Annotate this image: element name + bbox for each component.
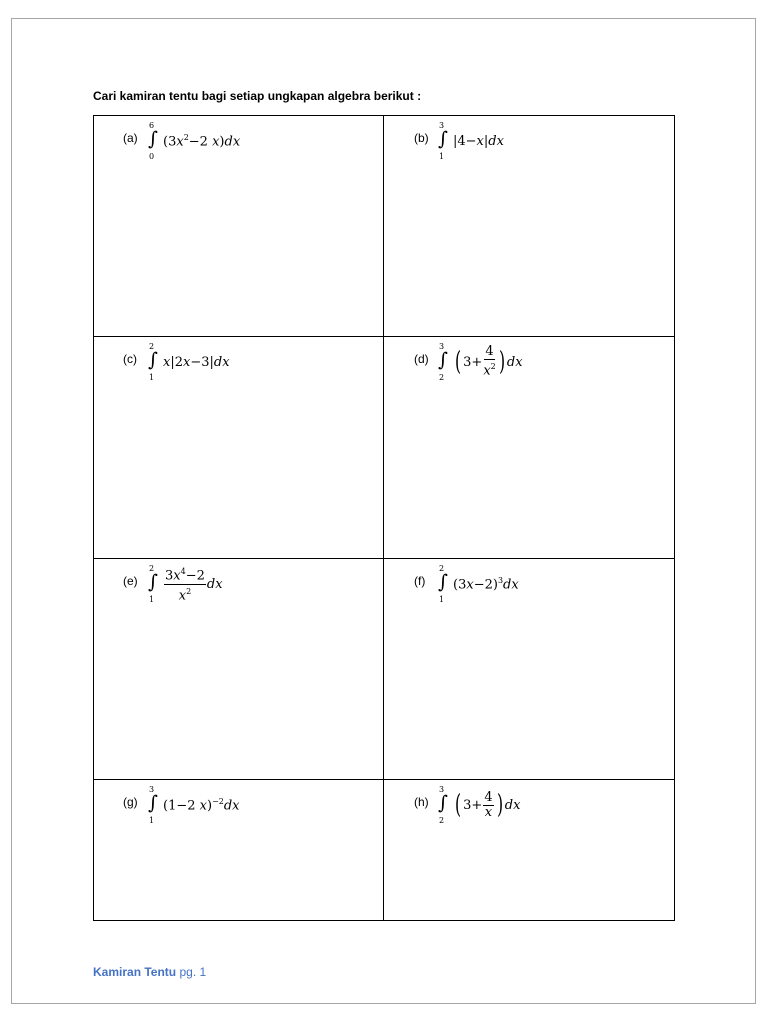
- question-cell-c: [94, 337, 384, 559]
- integral-expression: 3 ∫ 1 (1−2 x)$^{-2}$dx: [148, 785, 240, 825]
- integral-sign: 6 ∫ 0: [148, 121, 158, 161]
- page-footer: [93, 965, 206, 979]
- question-label: (e): [123, 574, 138, 588]
- upper-limit: 2: [439, 564, 445, 573]
- upper-limit: 3: [439, 342, 445, 351]
- question-label: (d): [414, 352, 429, 366]
- upper-limit: 3: [439, 121, 445, 130]
- question-cell-f: [384, 559, 675, 780]
- question-label: (a): [123, 131, 138, 145]
- integral-expression: 3 ∫ 1 |4−x|dx: [438, 121, 504, 161]
- integral-sign: 3 ∫ 1: [438, 121, 448, 161]
- question-cell-d: [384, 337, 675, 559]
- integral-expression: 2 ∫ 1 x|2x−3|dx: [148, 342, 230, 382]
- integral-expression: 2 ∫ 1 $(3x-2)^3dx$: [438, 564, 519, 604]
- question-cell-e: [94, 559, 384, 780]
- question-cell-a: [94, 116, 384, 337]
- lower-limit: 1: [149, 595, 155, 604]
- footer-page-number: pg. 1: [179, 965, 207, 979]
- upper-limit: 3: [149, 785, 155, 794]
- integral-expression: 3 ∫ 2 ( 3+ $\frac{4}{x^2}$ ) dx: [438, 342, 523, 382]
- question-cell-h: [384, 780, 675, 920]
- question-table: [93, 115, 675, 921]
- lower-limit: 1: [439, 152, 445, 161]
- integral-sign: 3 ∫ 2: [438, 342, 448, 382]
- upper-limit: 3: [439, 785, 445, 794]
- lower-limit: 1: [439, 595, 445, 604]
- question-label: (c): [123, 352, 137, 366]
- integral-sign: 3 ∫ 1: [148, 785, 158, 825]
- question-label: (h): [414, 795, 429, 809]
- upper-limit: 2: [149, 564, 155, 573]
- lower-limit: 1: [149, 816, 155, 825]
- instruction-text: Cari kamiran tentu bagi setiap ungkapan algebra berikut :: [93, 89, 422, 103]
- upper-limit: 6: [149, 121, 155, 130]
- integral-sign: 2 ∫ 1: [438, 564, 448, 604]
- question-label: (f): [414, 574, 426, 588]
- upper-limit: 2: [149, 342, 155, 351]
- integral-expression: 6 ∫ 0 ($3x^2-2$ x)dx: [148, 121, 241, 161]
- lower-limit: 0: [149, 152, 155, 161]
- integral-sign: 2 ∫ 1: [148, 342, 158, 382]
- lower-limit: 2: [439, 373, 445, 382]
- integral-sign: 3 ∫ 2: [438, 785, 448, 825]
- question-cell-b: [384, 116, 675, 337]
- question-label: (b): [414, 131, 429, 145]
- question-label: (g): [123, 795, 138, 809]
- integral-expression: 2 ∫ 1 $\frac{3x^4-2}{x^2}$ dx: [148, 564, 223, 604]
- footer-title: Kamiran Tentu: [93, 965, 177, 979]
- lower-limit: 2: [439, 816, 445, 825]
- question-cell-g: [94, 780, 384, 920]
- lower-limit: 1: [149, 373, 155, 382]
- integral-expression: 3 ∫ 2 ( 3+ $\frac{4}{x}$ ) dx: [438, 785, 521, 825]
- integral-sign: 2 ∫ 1: [148, 564, 158, 604]
